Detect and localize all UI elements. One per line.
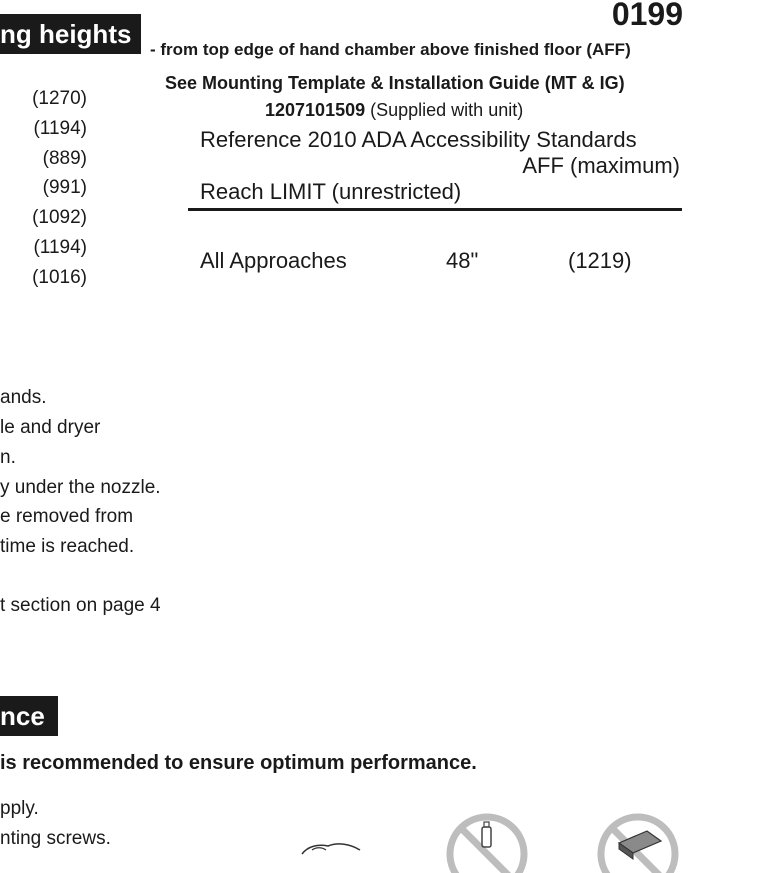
maintenance-line: pply.	[0, 798, 39, 819]
mm-value: (1194)	[33, 237, 87, 258]
operation-line: ands.	[0, 387, 47, 408]
mounting-heights-heading: ng heights	[0, 14, 141, 54]
maintenance-line: nting screws.	[0, 828, 111, 849]
mm-value: (1092)	[32, 207, 87, 228]
no-abrasive-pad-icon	[597, 813, 681, 873]
maintenance-heading: nce	[0, 696, 58, 736]
operation-line: t section on page 4	[0, 595, 161, 616]
ada-inches: 48"	[446, 248, 479, 273]
ada-title: Reference 2010 ADA Accessibility Standards	[200, 127, 637, 152]
ada-approach: All Approaches	[200, 248, 347, 273]
maintenance-intro: is recommended to ensure optimum performance.	[0, 752, 477, 774]
mm-value: (1270)	[32, 88, 87, 109]
operation-line: n.	[0, 447, 16, 468]
mounting-heights-subtitle: - from top edge of hand chamber above finished floor (AFF)	[150, 40, 631, 59]
part-number: 1207101509	[265, 100, 366, 120]
mm-value: (1016)	[32, 267, 87, 288]
ada-divider	[188, 208, 682, 211]
ada-mm: (1219)	[568, 248, 632, 273]
mm-value: (889)	[42, 148, 87, 169]
mm-value: (991)	[42, 177, 87, 198]
template-note: See Mounting Template & Installation Guide (MT & IG)	[165, 73, 625, 93]
page-number: 0199	[611, 0, 683, 32]
mm-value: (1194)	[33, 118, 87, 139]
supplied-line	[265, 100, 523, 121]
ada-aff-label: AFF (maximum)	[522, 153, 680, 178]
hand-cleaning-icon	[298, 838, 370, 858]
operation-line: y under the nozzle.	[0, 477, 161, 498]
operation-line: time is reached.	[0, 536, 135, 557]
operation-line: le and dryer	[0, 417, 101, 438]
operation-line: e removed from	[0, 506, 134, 527]
no-spray-bottle-icon	[446, 813, 530, 873]
supplied-note: (Supplied with unit)	[370, 100, 524, 120]
ada-reach-label: Reach LIMIT (unrestricted)	[200, 179, 462, 204]
